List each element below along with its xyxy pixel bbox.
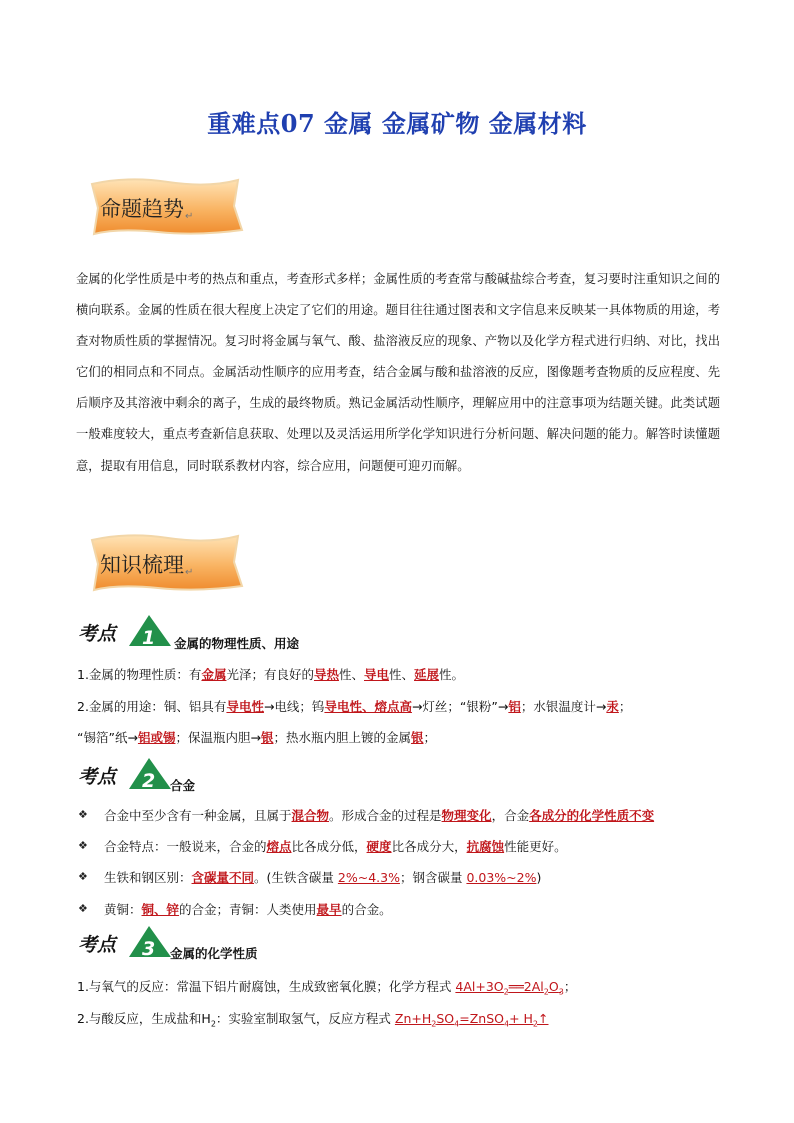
section-banner-trend <box>88 176 248 238</box>
kp2-bullet-4: 黄铜：铜、锌的合金；青铜：人类使用最早的合金。 <box>104 902 392 917</box>
kp1-line-2: 2.金属的用途：铜、铝具有导电性→电线；钨导电性、熔点高→灯丝；“银粉”→铝；水银温度计→汞； <box>77 699 632 714</box>
page-title: 重难点07 金属 金属矿物 金属材料 <box>207 109 587 138</box>
equation-zinc-sulfuric-acid: $Zn+H_2SO_4=ZnSO_4+$ $H_2↑$ <box>394 1011 549 1029</box>
kaodian-3-heading: 金属的化学性质 <box>170 946 258 961</box>
badge-text: 考点 <box>78 623 117 645</box>
kp3-line-1: 1.与氧气的反应：常温下铝片耐腐蚀，生成致密氧化膜；化学方程式 $4Al+3O_2══2Al_2O_3$； <box>77 979 577 997</box>
kaodian-badge-2 <box>77 757 172 791</box>
diamond-bullet-icon: ❖ <box>78 808 88 821</box>
kaodian-2-heading: 合金 <box>170 778 196 793</box>
kp2-bullet-1: 合金中至少含有一种金属，且属于混合物。形成合金的过程是物理变化，合金各成分的化学性质不变 <box>104 808 655 823</box>
paragraph-mark-icon: ↵ <box>185 211 194 222</box>
section-title-knowledge: 知识梳理 <box>100 553 184 577</box>
kaodian-1-heading: 金属的物理性质、用途 <box>174 636 300 651</box>
kaodian-badge-3 <box>77 925 172 959</box>
trend-paragraph: 金属的化学性质是中考的热点和重点，考查形式多样；金属性质的考查常与酸碱盐综合考查，复习要时注重知识之间的横向联系。金属的性质在很大程度上决定了它们的用途。题目往往通过图表和文字信息来反映某一具体物质的用途，考查对物质性质的掌握情况。复习时将金属与氧气、酸、盐溶液反应的现象、产物以及化学方程式进行归纳、对比，找出它们的相同点和不同点。金属活动性顺序的应用考查，结合金属与酸和盐溶液的反应，图像题考查物质的反应程度、先后顺序及其溶液中剩余的离子，生成的最终物质。熟记金属活动性顺序，理解应用中的注意事项为结题关键。此类试题一般难度较大，重点考查新信息获取、处理以及灵活运用所学化学知识进行分析问题、解决问题的能力。解答时读懂题意，提取有用信息，同时联系教材内容，综合应用，问题便可迎刃而解。 <box>76 272 720 473</box>
badge-number: 2 <box>142 770 156 791</box>
equation-aluminium-oxygen: $4Al+3O_2══2Al_2O_3$ <box>455 979 564 997</box>
kp3-line-2: 2.与酸反应，生成盐和$H_2$：实验室制取氢气，反应方程式 $Zn+H_2SO_4=ZnSO_4+$ $H_2↑$ <box>77 1011 549 1029</box>
kp2-bullet-2: 合金特点：一般说来，合金的熔点比各成分低，硬度比各成分大，抗腐蚀性能更好。 <box>104 839 567 854</box>
badge-text: 考点 <box>78 934 117 956</box>
badge-text: 考点 <box>78 766 117 788</box>
badge-number: 1 <box>142 627 156 648</box>
paragraph-mark-icon: ↵ <box>185 567 194 578</box>
section-banner-knowledge <box>88 532 248 594</box>
kaodian-badge-1 <box>77 614 172 648</box>
badge-number: 3 <box>142 938 156 959</box>
diamond-bullet-icon: ❖ <box>78 839 88 852</box>
section-title-trend: 命题趋势 <box>100 197 184 221</box>
kp1-line-3: “锡箔”纸→铝或锡；保温瓶内胆→银；热水瓶内胆上镀的金属银； <box>77 730 436 745</box>
kp1-line-1: 1.金属的物理性质：有金属光泽；有良好的导热性、导电性、延展性。 <box>77 667 465 682</box>
diamond-bullet-icon: ❖ <box>78 902 88 915</box>
diamond-bullet-icon: ❖ <box>78 870 88 883</box>
kp2-bullet-3: 生铁和钢区别：含碳量不同。(生铁含碳量 2%~4.3%；钢含碳量 0.03%~2%) <box>104 870 542 885</box>
